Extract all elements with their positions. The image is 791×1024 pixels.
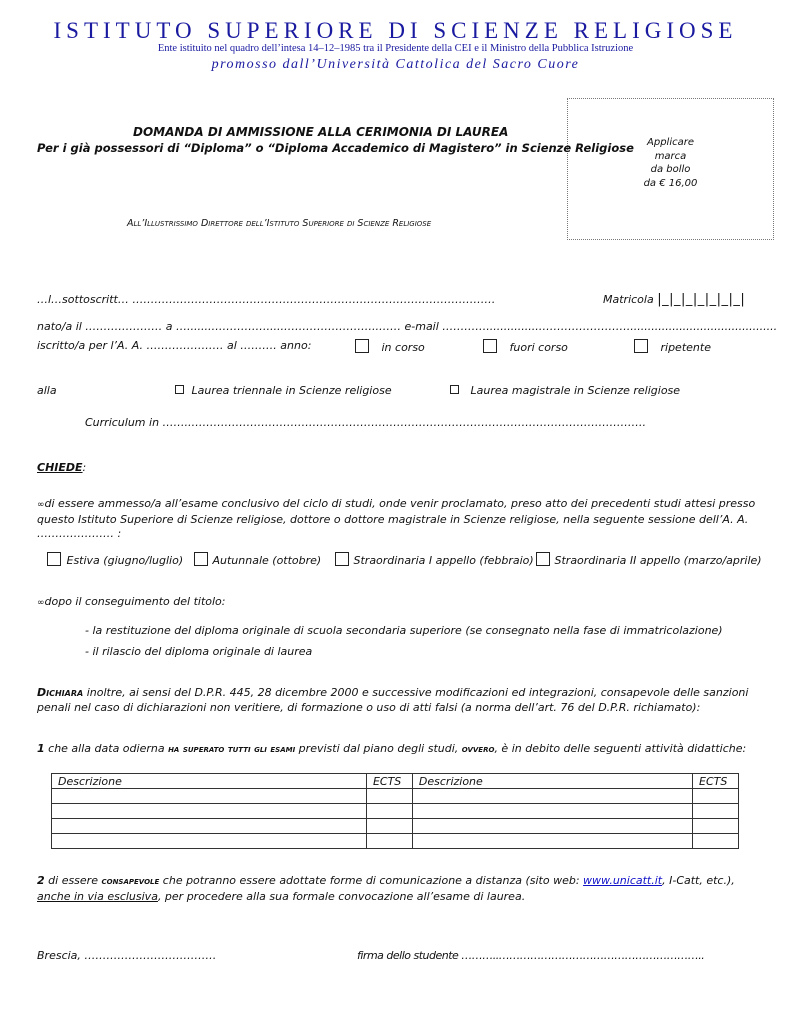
chiede-paragraph-1: ∞di essere ammesso/a all’esame conclusivo del ciclo di studi, onde venir proclamato, preso atto dei precedenti studi attesi presso questo Istituto Superiore di Scienze religiose, dottore o dottore magistrale in Scienze religiose, nella seguente sessione dell’A. A. ………………… :: [37, 497, 756, 540]
stamp-text: Applicare marca da bollo da € 16,00: [643, 137, 698, 189]
dichiara-point-1: 1 che alla data odierna ha superato tutti gli esami previsti dal piano degli studi, ovvero, è in debito delle seguenti attività didattiche:: [37, 742, 747, 755]
table-row: [52, 819, 739, 834]
unicatt-link[interactable]: www.unicatt.it: [583, 874, 663, 887]
chiede-paragraph-2: ∞dopo il conseguimento del titolo:: [37, 595, 226, 608]
checkbox[interactable]: [175, 385, 184, 394]
form-subtitle: Per i già possessori di “Diploma” o “Diploma Accademico di Magistero” in Scienze Religiose: [37, 141, 634, 155]
form-title: DOMANDA DI AMMISSIONE ALLA CERIMONIA DI LAUREA: [133, 125, 509, 139]
status-option-in-corso[interactable]: in corso: [355, 339, 425, 354]
chiede-item-2: - il rilascio del diploma originale di laurea: [85, 645, 313, 658]
place-date-field[interactable]: Brescia, ………………………………: [37, 949, 217, 962]
checkbox[interactable]: [483, 339, 497, 353]
nato-email-field[interactable]: nato/a il ………………… a ….......…………….....……………………..…… e-mail …………...............……………………...........................................: [37, 320, 778, 333]
infinity-bullet: ∞: [37, 598, 45, 608]
table-row: [52, 834, 739, 849]
checkbox[interactable]: [355, 339, 369, 353]
sottoscritto-field[interactable]: …l…sottoscritt… ………………………………………………………………………………………: [37, 293, 496, 306]
laurea-magistrale-option[interactable]: Laurea magistrale in Scienze religiose: [450, 384, 680, 397]
addressee: All’Illustrissimo Direttore dell’Istituto Superiore di Scienze Religiose: [127, 218, 432, 229]
stamp-box: [567, 98, 774, 240]
signature-field[interactable]: firma dello studente ………..…………………………………………………..: [357, 949, 705, 962]
checkbox[interactable]: [47, 552, 61, 566]
dichiara-point-2: 2 di essere consapevole che potranno essere adottate forme di comunicazione a distanza (sito web: www.unicatt.it, I-Catt, etc.), anche in via esclusiva, per procedere alla sua formale convocazione all’esame di laurea.: [37, 874, 735, 903]
checkbox[interactable]: [536, 552, 550, 566]
iscritto-field[interactable]: iscritto/a per l’A. A. ………………… al ………. anno:: [37, 339, 312, 352]
institute-subtitle: Ente istituito nel quadro dell’intesa 14–12–1985 tra il Presidente della CEI e il Ministro della Pubblica Istruzione: [157, 43, 634, 54]
infinity-bullet: ∞: [37, 500, 45, 510]
institute-promoter: promosso dall’Università Cattolica del Sacro Cuore: [211, 57, 580, 72]
dichiara-paragraph: Dichiara inoltre, ai sensi del D.P.R. 445, 28 dicembre 2000 e successive modificazioni ed integrazioni, consapevole delle sanzioni penali nel caso di dichiarazioni non veritiere, di formazione o uso di atti falsi (a norma dell’art. 76 del D.P.R. richiamato):: [37, 686, 749, 714]
header-ects: ECTS: [366, 774, 412, 789]
checkbox[interactable]: [450, 385, 459, 394]
matricola-label: Matricola: [603, 293, 654, 306]
session-estiva[interactable]: Estiva (giugno/luglio): [47, 552, 183, 567]
institute-title: ISTITUTO SUPERIORE DI SCIENZE RELIGIOSE: [53, 18, 738, 43]
header-descrizione: Descrizione: [52, 774, 367, 789]
laurea-triennale-option[interactable]: Laurea triennale in Scienze religiose: [175, 384, 392, 397]
activities-table: [51, 773, 739, 849]
chiede-heading: CHIEDE:: [37, 461, 87, 474]
curriculum-field[interactable]: Curriculum in ……..…………………………………………………………………………………………………………….: [85, 416, 647, 429]
status-option-fuori-corso[interactable]: fuori corso: [483, 339, 568, 354]
matricola-field[interactable]: [603, 292, 745, 307]
matricola-boxes: |_|_|_|_|_|_|_|: [657, 292, 746, 307]
checkbox[interactable]: [194, 552, 208, 566]
table-row: [52, 804, 739, 819]
chiede-item-1: - la restituzione del diploma originale di scuola secondaria superiore (se consegnato nella fase di immatricolazione): [85, 624, 723, 637]
table-row: [52, 789, 739, 804]
dichiara-label: Dichiara: [37, 686, 84, 699]
checkbox[interactable]: [634, 339, 648, 353]
header-ects: ECTS: [693, 774, 739, 789]
status-option-ripetente[interactable]: ripetente: [634, 339, 711, 354]
table-header-row: [52, 774, 739, 789]
alla-label: alla: [37, 384, 57, 397]
session-straordinaria-2[interactable]: Straordinaria II appello (marzo/aprile): [536, 552, 762, 567]
session-straordinaria-1[interactable]: Straordinaria I appello (febbraio): [335, 552, 534, 567]
session-autunnale[interactable]: Autunnale (ottobre): [194, 552, 321, 567]
header-descrizione: Descrizione: [412, 774, 692, 789]
checkbox[interactable]: [335, 552, 349, 566]
